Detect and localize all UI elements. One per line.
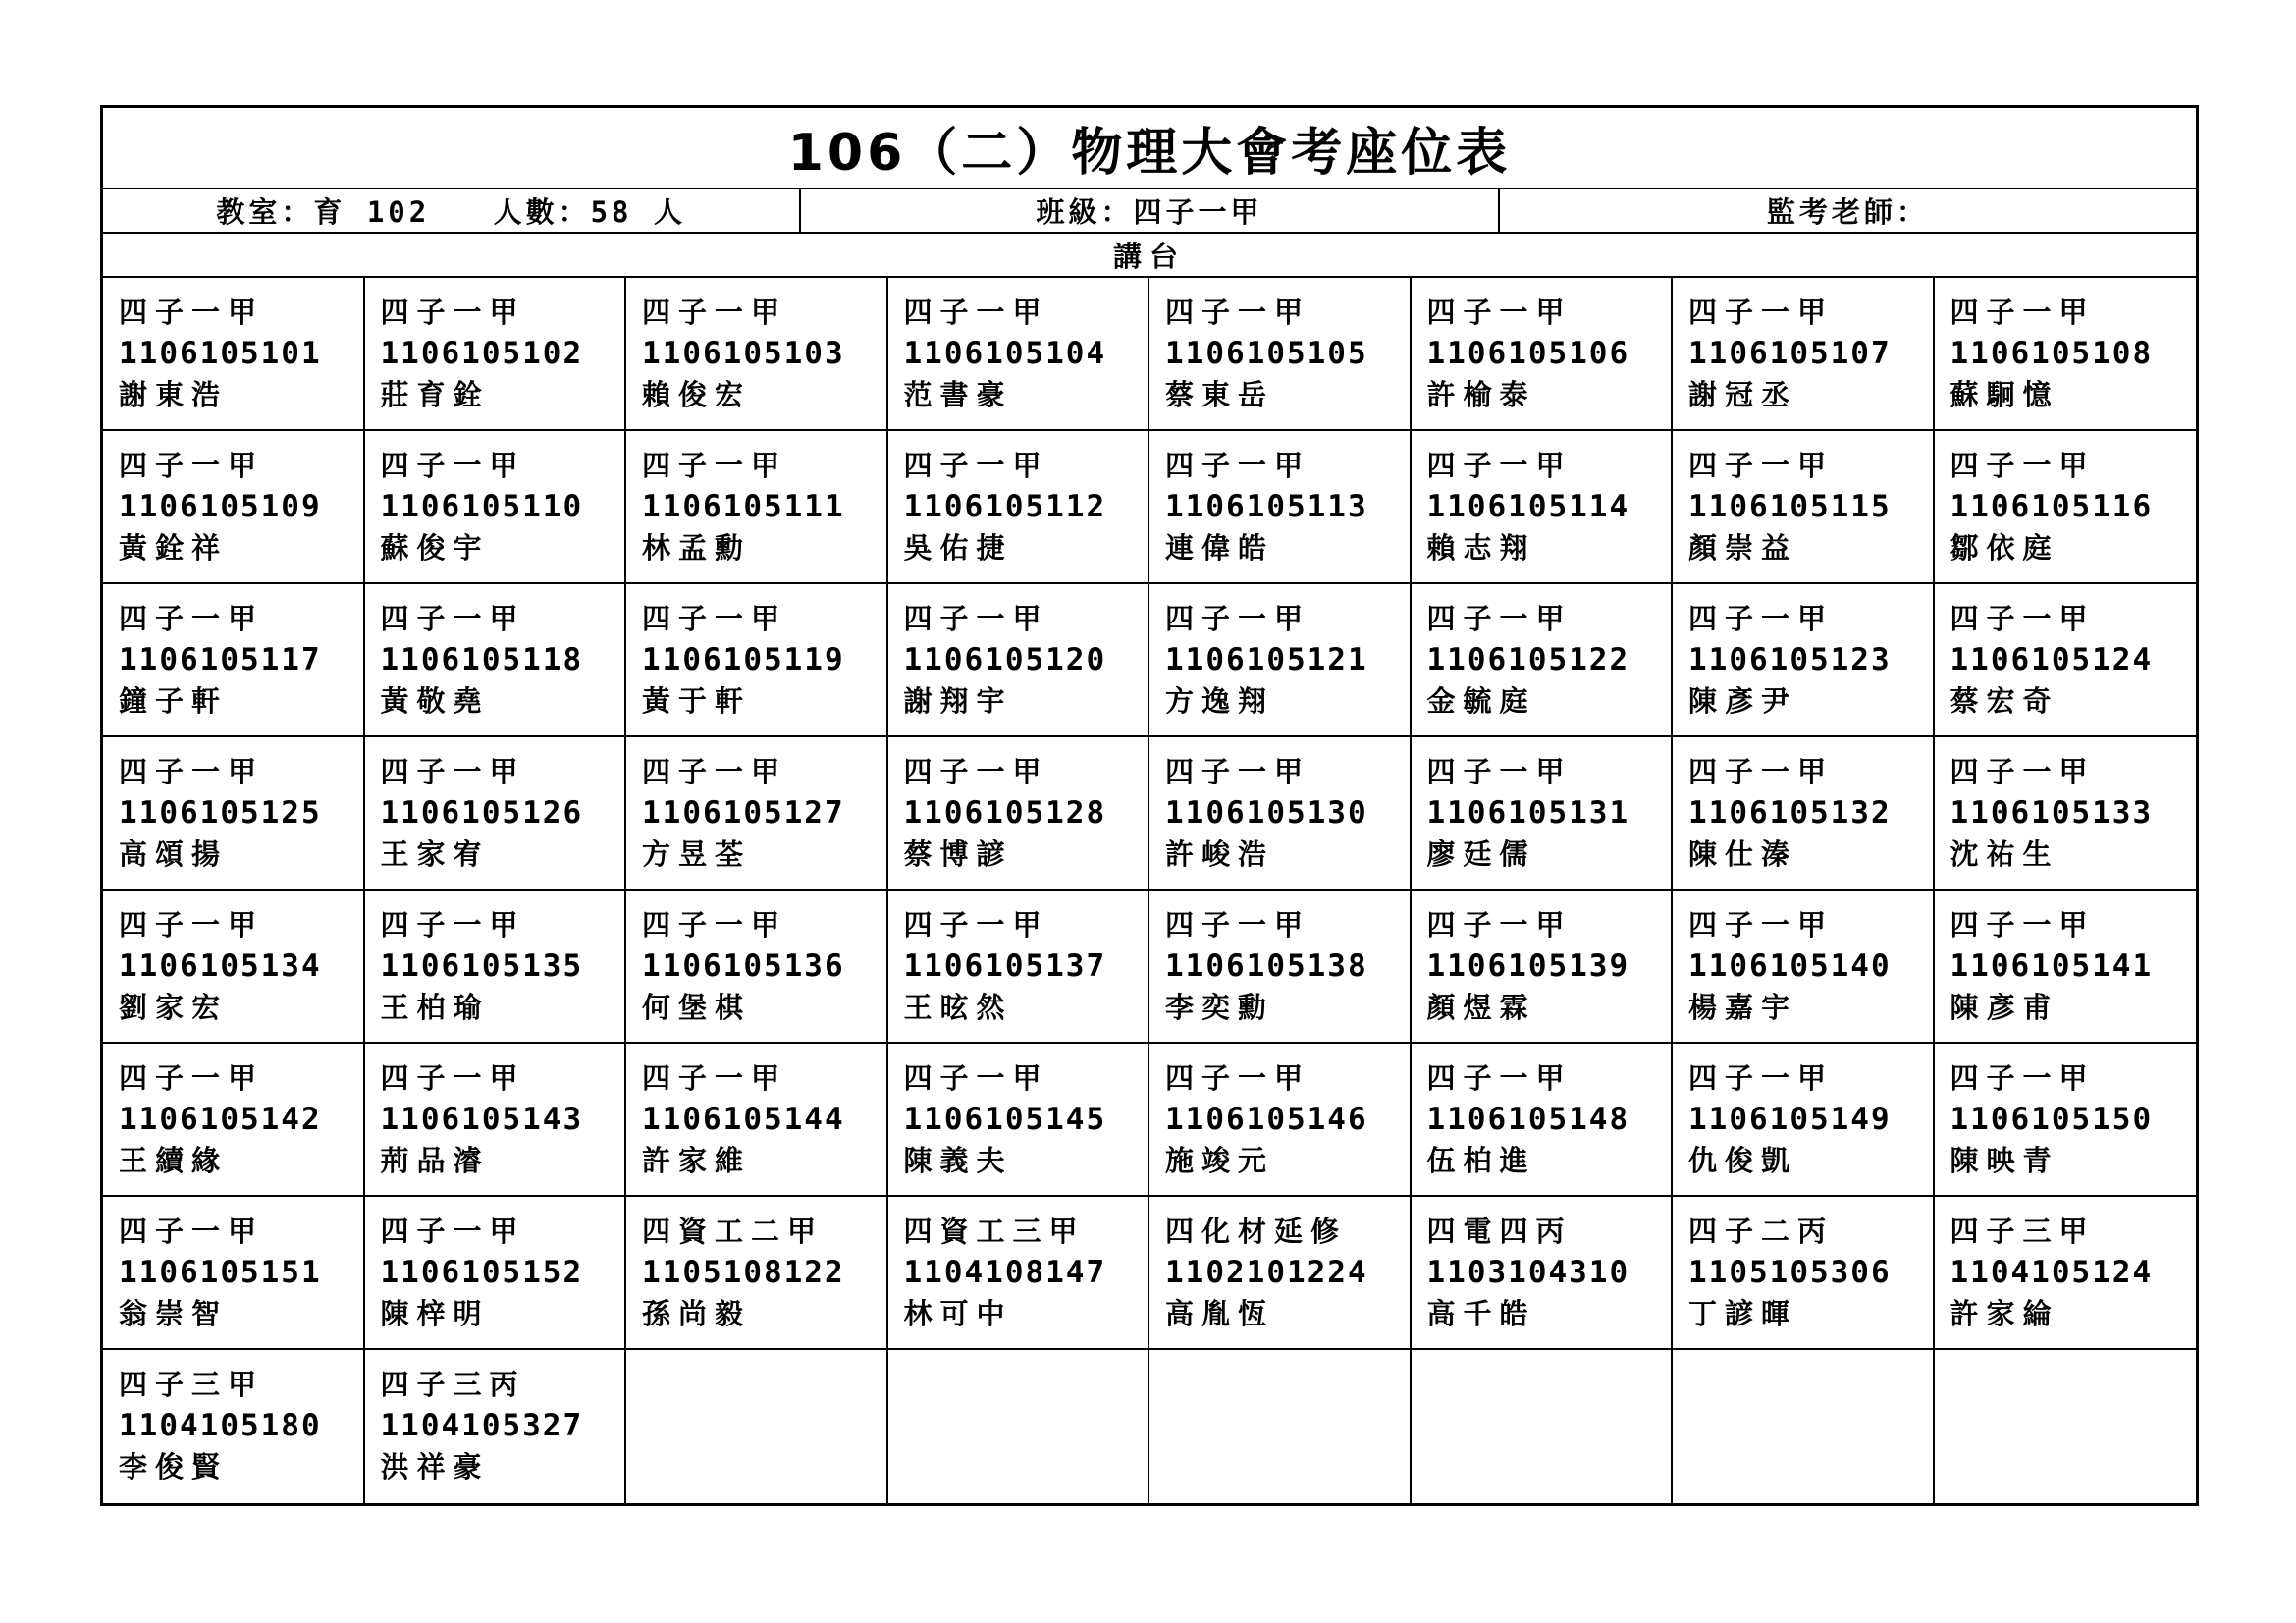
seat-class: 四子一甲 <box>1688 602 1835 635</box>
seat-class: 四子一甲 <box>903 755 1049 788</box>
seat-student-name: 王柏瑜 <box>380 991 490 1024</box>
seat-student-name: 何堡棋 <box>642 991 752 1024</box>
seat-student-name <box>1165 1446 1410 1488</box>
seat-grid <box>103 278 2196 1503</box>
seat-class: 四子一甲 <box>903 602 1049 635</box>
seat-student-id: 1106105136 <box>642 948 845 984</box>
seat-student-id <box>1427 1405 1672 1446</box>
seat-class: 四子一甲 <box>1688 1061 1835 1095</box>
seat-student-name: 林孟勳 <box>642 531 752 565</box>
seat-class: 四子一甲 <box>903 449 1049 482</box>
empty-seat <box>626 1350 888 1503</box>
seat-student-id: 1106105117 <box>119 642 322 677</box>
seat-cell <box>365 1044 627 1197</box>
seat-cell <box>626 584 888 737</box>
seat-student-id: 1106105142 <box>119 1102 322 1137</box>
seat-student-name <box>1950 1446 2197 1488</box>
seat-student-id: 1105108122 <box>642 1255 845 1290</box>
seat-class: 四資工三甲 <box>903 1215 1086 1248</box>
seat-student-name: 陳映青 <box>1949 1144 2059 1177</box>
seat-cell <box>1673 1044 1935 1197</box>
seat-class: 四子三甲 <box>1949 1215 2096 1248</box>
seat-class: 四子一甲 <box>1949 755 2096 788</box>
seat-cell <box>103 278 365 431</box>
seat-class: 四電四丙 <box>1426 1215 1573 1248</box>
seat-class: 四子一甲 <box>380 296 526 329</box>
seat-student-id: 1106105121 <box>1165 642 1368 677</box>
seat-student-name: 丁諺暉 <box>1688 1297 1798 1330</box>
seat-class: 四子一甲 <box>1426 908 1573 942</box>
seat-class <box>1165 1364 1410 1405</box>
seat-student-name: 陳彥尹 <box>1688 684 1798 718</box>
seat-cell <box>1149 1197 1412 1350</box>
seat-student-name: 洪祥豪 <box>380 1450 490 1484</box>
seat-student-name <box>1427 1446 1672 1488</box>
seat-student-name: 孫尚毅 <box>642 1297 752 1330</box>
seat-student-id: 1106105130 <box>1165 795 1368 831</box>
seat-student-name: 陳梓明 <box>380 1297 490 1330</box>
seat-cell <box>888 1197 1150 1350</box>
seat-class: 四子一甲 <box>380 602 526 635</box>
seat-student-id: 1106105106 <box>1426 336 1630 371</box>
seat-student-name: 方逸翔 <box>1165 684 1275 718</box>
seat-cell <box>1935 584 2197 737</box>
seat-student-id: 1106105144 <box>642 1102 845 1137</box>
seat-class: 四子一甲 <box>119 755 265 788</box>
seat-student-id: 1106105109 <box>119 489 322 524</box>
seat-student-id: 1106105127 <box>642 795 845 831</box>
seat-cell <box>365 1197 627 1350</box>
seat-cell <box>103 584 365 737</box>
seat-student-id: 1103104310 <box>1426 1255 1630 1290</box>
seat-student-id: 1106105150 <box>1949 1102 2154 1137</box>
seat-student-id: 1104105180 <box>119 1408 322 1443</box>
seat-student-id: 1106105152 <box>380 1255 584 1290</box>
empty-seat <box>1149 1350 1412 1503</box>
seat-cell <box>626 1044 888 1197</box>
seat-student-name: 陳彥甫 <box>1949 991 2059 1024</box>
seat-cell <box>888 584 1150 737</box>
seat-student-id <box>904 1405 1148 1446</box>
seat-class: 四子一甲 <box>1165 908 1311 942</box>
seat-class: 四子一甲 <box>642 1061 788 1095</box>
seat-student-name: 劉家宏 <box>119 991 229 1024</box>
seat-student-id <box>1688 1405 1933 1446</box>
seat-student-id: 1106105119 <box>642 642 845 677</box>
seat-cell <box>1935 891 2197 1044</box>
seat-student-id: 1106105151 <box>119 1255 322 1290</box>
seat-student-id: 1106105108 <box>1949 336 2154 371</box>
seat-cell <box>1935 278 2197 431</box>
seat-class: 四子二丙 <box>1688 1215 1835 1248</box>
seat-student-name: 許峻浩 <box>1165 838 1275 871</box>
seat-student-name: 謝冠丞 <box>1688 378 1798 411</box>
seat-cell <box>1149 278 1412 431</box>
seat-class <box>1427 1364 1672 1405</box>
seat-student-name: 連偉皓 <box>1165 531 1275 565</box>
seat-class: 四子一甲 <box>380 1061 526 1095</box>
seat-student-name: 蔡宏奇 <box>1949 684 2059 718</box>
seat-student-id: 1106105137 <box>903 948 1107 984</box>
seat-class: 四子一甲 <box>119 296 265 329</box>
seat-cell <box>365 891 627 1044</box>
seat-student-name <box>642 1446 886 1488</box>
seat-student-name: 高胤恆 <box>1165 1297 1275 1330</box>
seat-student-id: 1104105327 <box>380 1408 584 1443</box>
seat-student-id: 1106105141 <box>1949 948 2154 984</box>
seat-student-id: 1106105145 <box>903 1102 1107 1137</box>
seat-cell <box>1149 737 1412 891</box>
seat-student-id: 1106105115 <box>1688 489 1892 524</box>
seat-class: 四子一甲 <box>903 296 1049 329</box>
seat-class: 四子一甲 <box>380 449 526 482</box>
seat-cell <box>1412 891 1674 1044</box>
seat-cell <box>1149 891 1412 1044</box>
seat-student-id: 1106105123 <box>1688 642 1892 677</box>
seat-student-name <box>1688 1446 1933 1488</box>
page-title: 106（二）物理大會考座位表 <box>103 108 2196 189</box>
seat-class: 四子一甲 <box>1949 602 2096 635</box>
empty-seat <box>1673 1350 1935 1503</box>
seat-cell <box>626 737 888 891</box>
seat-class: 四子一甲 <box>1426 296 1573 329</box>
seat-student-id: 1106105107 <box>1688 336 1892 371</box>
seat-student-name: 黃銓祥 <box>119 531 229 565</box>
seat-student-name: 王昡然 <box>903 991 1013 1024</box>
seat-cell <box>1412 431 1674 584</box>
seat-student-id: 1106105111 <box>642 489 845 524</box>
seat-student-id: 1104105124 <box>1949 1255 2154 1290</box>
seat-cell <box>365 584 627 737</box>
seat-student-id: 1106105140 <box>1688 948 1892 984</box>
classroom-info: 教室：育 102 人數：58 人 <box>216 195 686 229</box>
seat-student-id: 1106105120 <box>903 642 1107 677</box>
seat-class: 四子一甲 <box>380 1215 526 1248</box>
seat-cell <box>626 431 888 584</box>
seat-class: 四子一甲 <box>1688 449 1835 482</box>
seat-student-id: 1102101224 <box>1165 1255 1368 1290</box>
seat-class: 四子一甲 <box>642 602 788 635</box>
seat-class: 四子一甲 <box>1165 296 1311 329</box>
seat-class: 四子一甲 <box>1949 449 2096 482</box>
seat-class: 四子一甲 <box>119 602 265 635</box>
seat-class: 四子一甲 <box>1688 755 1835 788</box>
seat-cell <box>1149 584 1412 737</box>
seat-student-name: 謝東浩 <box>119 378 229 411</box>
seat-class: 四子一甲 <box>642 755 788 788</box>
seat-student-name: 許家維 <box>642 1144 752 1177</box>
seat-student-name: 伍柏進 <box>1426 1144 1536 1177</box>
seat-cell <box>1673 891 1935 1044</box>
seat-cell <box>1673 584 1935 737</box>
seat-student-name: 莊育銓 <box>380 378 490 411</box>
seat-cell <box>1412 737 1674 891</box>
seat-student-id: 1106105116 <box>1949 489 2154 524</box>
seat-cell <box>1412 1197 1674 1350</box>
seat-cell <box>103 1044 365 1197</box>
seat-student-name: 仇俊凱 <box>1688 1144 1798 1177</box>
seating-chart-table <box>100 105 2199 1506</box>
podium-label: 講台 <box>103 234 2196 278</box>
seat-student-id: 1106105146 <box>1165 1102 1368 1137</box>
seat-student-name: 楊嘉宇 <box>1688 991 1798 1024</box>
seat-cell <box>1935 431 2197 584</box>
seat-class: 四子一甲 <box>1426 602 1573 635</box>
seat-cell <box>888 737 1150 891</box>
seat-student-name: 施竣元 <box>1165 1144 1275 1177</box>
seat-student-id: 1105105306 <box>1688 1255 1892 1290</box>
seat-class: 四子三丙 <box>380 1368 526 1401</box>
seat-student-name: 高頌揚 <box>119 838 229 871</box>
seat-class: 四子一甲 <box>1688 908 1835 942</box>
seat-cell <box>888 891 1150 1044</box>
seat-class: 四子一甲 <box>1165 1061 1311 1095</box>
seat-cell <box>1935 737 2197 891</box>
seat-student-id: 1106105113 <box>1165 489 1368 524</box>
seat-class: 四子一甲 <box>119 908 265 942</box>
seat-student-name: 許榆泰 <box>1426 378 1536 411</box>
seat-class: 四子一甲 <box>1949 1061 2096 1095</box>
seat-cell <box>365 737 627 891</box>
seat-cell <box>103 1197 365 1350</box>
seat-cell <box>103 737 365 891</box>
seat-cell <box>1935 1044 2197 1197</box>
seat-student-name: 王家宥 <box>380 838 490 871</box>
seat-cell <box>1149 1044 1412 1197</box>
seat-student-id: 1106105128 <box>903 795 1107 831</box>
seat-class: 四化材延修 <box>1165 1215 1348 1248</box>
seat-cell <box>888 431 1150 584</box>
seat-student-id: 1106105132 <box>1688 795 1892 831</box>
seat-student-id <box>1950 1405 2197 1446</box>
seat-class: 四子一甲 <box>119 1061 265 1095</box>
seat-cell <box>626 891 888 1044</box>
seat-student-id: 1106105104 <box>903 336 1107 371</box>
seat-cell <box>1673 431 1935 584</box>
seat-student-name: 蔡博諺 <box>903 838 1013 871</box>
seat-class <box>1688 1364 1933 1405</box>
seat-student-id: 1106105138 <box>1165 948 1368 984</box>
seat-student-name: 李俊賢 <box>119 1450 229 1484</box>
seat-cell <box>365 278 627 431</box>
seat-student-name: 顏煜霖 <box>1426 991 1536 1024</box>
seat-class: 四子一甲 <box>380 755 526 788</box>
empty-seat <box>888 1350 1150 1503</box>
seat-class: 四子一甲 <box>642 449 788 482</box>
seat-student-name: 蔡東岳 <box>1165 378 1275 411</box>
seat-student-name: 王續緣 <box>119 1144 229 1177</box>
seat-student-id: 1106105105 <box>1165 336 1368 371</box>
seat-student-id: 1106105143 <box>380 1102 584 1137</box>
seat-cell <box>1149 431 1412 584</box>
seat-class: 四子一甲 <box>642 908 788 942</box>
seat-student-id: 1106105122 <box>1426 642 1630 677</box>
seat-class <box>904 1364 1148 1405</box>
seat-cell <box>888 278 1150 431</box>
seat-student-id: 1106105134 <box>119 948 322 984</box>
seat-class: 四子一甲 <box>1688 296 1835 329</box>
empty-seat <box>1412 1350 1674 1503</box>
seat-student-name <box>904 1446 1148 1488</box>
seat-student-id: 1106105110 <box>380 489 584 524</box>
seat-student-id: 1106105133 <box>1949 795 2154 831</box>
seat-student-id: 1106105101 <box>119 336 322 371</box>
seat-student-id <box>642 1405 886 1446</box>
seat-student-name: 陳義夫 <box>903 1144 1013 1177</box>
seat-student-name: 金毓庭 <box>1426 684 1536 718</box>
seat-student-name: 李奕勳 <box>1165 991 1275 1024</box>
seat-cell <box>626 1197 888 1350</box>
seat-student-id: 1106105149 <box>1688 1102 1892 1137</box>
seat-cell <box>888 1044 1150 1197</box>
seat-student-id: 1106105148 <box>1426 1102 1630 1137</box>
seat-class: 四資工二甲 <box>642 1215 825 1248</box>
seat-cell <box>1673 278 1935 431</box>
seat-cell <box>1412 278 1674 431</box>
seat-class: 四子一甲 <box>1165 755 1311 788</box>
seat-student-id: 1106105114 <box>1426 489 1630 524</box>
seat-student-id: 1106105103 <box>642 336 845 371</box>
seat-student-name: 荊品濬 <box>380 1144 490 1177</box>
seat-class: 四子一甲 <box>903 908 1049 942</box>
seat-cell <box>103 1350 365 1503</box>
seat-student-name: 吳佑捷 <box>903 531 1013 565</box>
seat-class: 四子一甲 <box>380 908 526 942</box>
seat-student-name: 高千皓 <box>1426 1297 1536 1330</box>
seat-student-id: 1106105126 <box>380 795 584 831</box>
seat-student-name: 許家綸 <box>1949 1297 2059 1330</box>
seat-class: 四子一甲 <box>119 1215 265 1248</box>
seat-cell <box>1412 1044 1674 1197</box>
seat-student-id: 1106105118 <box>380 642 584 677</box>
seat-cell <box>103 431 365 584</box>
seat-student-name: 范書豪 <box>903 378 1013 411</box>
seat-student-id: 1106105124 <box>1949 642 2154 677</box>
seat-student-id: 1104108147 <box>903 1255 1107 1290</box>
seat-cell <box>1412 584 1674 737</box>
seat-student-name: 鐘子軒 <box>119 684 229 718</box>
seat-cell <box>626 278 888 431</box>
seat-class <box>1950 1364 2197 1405</box>
class-info: 班級：四子一甲 <box>799 189 1497 232</box>
seat-student-name: 鄒依庭 <box>1949 531 2059 565</box>
seat-student-id <box>1165 1405 1410 1446</box>
seat-student-name: 賴俊宏 <box>642 378 752 411</box>
seat-class: 四子一甲 <box>903 1061 1049 1095</box>
seat-student-name: 方昱荃 <box>642 838 752 871</box>
seat-class: 四子一甲 <box>1426 1061 1573 1095</box>
info-row <box>103 189 2196 234</box>
seat-student-id: 1106105112 <box>903 489 1107 524</box>
seat-student-name: 黃于軒 <box>642 684 752 718</box>
seat-student-name: 林可中 <box>903 1297 1013 1330</box>
seat-cell <box>365 431 627 584</box>
seat-class <box>642 1364 886 1405</box>
seat-student-name: 陳仕溱 <box>1688 838 1798 871</box>
seat-class: 四子一甲 <box>642 296 788 329</box>
seat-class: 四子一甲 <box>1949 908 2096 942</box>
seat-class: 四子一甲 <box>1949 296 2096 329</box>
seat-student-name: 賴志翔 <box>1426 531 1536 565</box>
seat-class: 四子一甲 <box>1426 449 1573 482</box>
seat-cell <box>103 891 365 1044</box>
seat-class: 四子三甲 <box>119 1368 265 1401</box>
seat-class: 四子一甲 <box>1165 602 1311 635</box>
seat-class: 四子一甲 <box>1426 755 1573 788</box>
seat-cell <box>1935 1197 2197 1350</box>
seat-student-id: 1106105125 <box>119 795 322 831</box>
seat-student-name: 蘇駉憶 <box>1949 378 2059 411</box>
seat-class: 四子一甲 <box>119 449 265 482</box>
seat-student-id: 1106105102 <box>380 336 584 371</box>
seat-student-name: 黃敬堯 <box>380 684 490 718</box>
seat-cell <box>1673 737 1935 891</box>
seat-student-id: 1106105131 <box>1426 795 1630 831</box>
seat-student-id: 1106105135 <box>380 948 584 984</box>
seat-student-id: 1106105139 <box>1426 948 1630 984</box>
proctor-info: 監考老師： <box>1498 189 2196 232</box>
seat-student-name: 廖廷儒 <box>1426 838 1536 871</box>
seat-student-name: 謝翔宇 <box>903 684 1013 718</box>
seat-cell <box>365 1350 627 1503</box>
seat-student-name: 顏崇益 <box>1688 531 1798 565</box>
empty-seat <box>1935 1350 2197 1503</box>
seat-cell <box>1673 1197 1935 1350</box>
seat-class: 四子一甲 <box>1165 449 1311 482</box>
seat-student-name: 翁崇智 <box>119 1297 229 1330</box>
seat-student-name: 蘇俊宇 <box>380 531 490 565</box>
seat-student-name: 沈祐生 <box>1949 838 2059 871</box>
